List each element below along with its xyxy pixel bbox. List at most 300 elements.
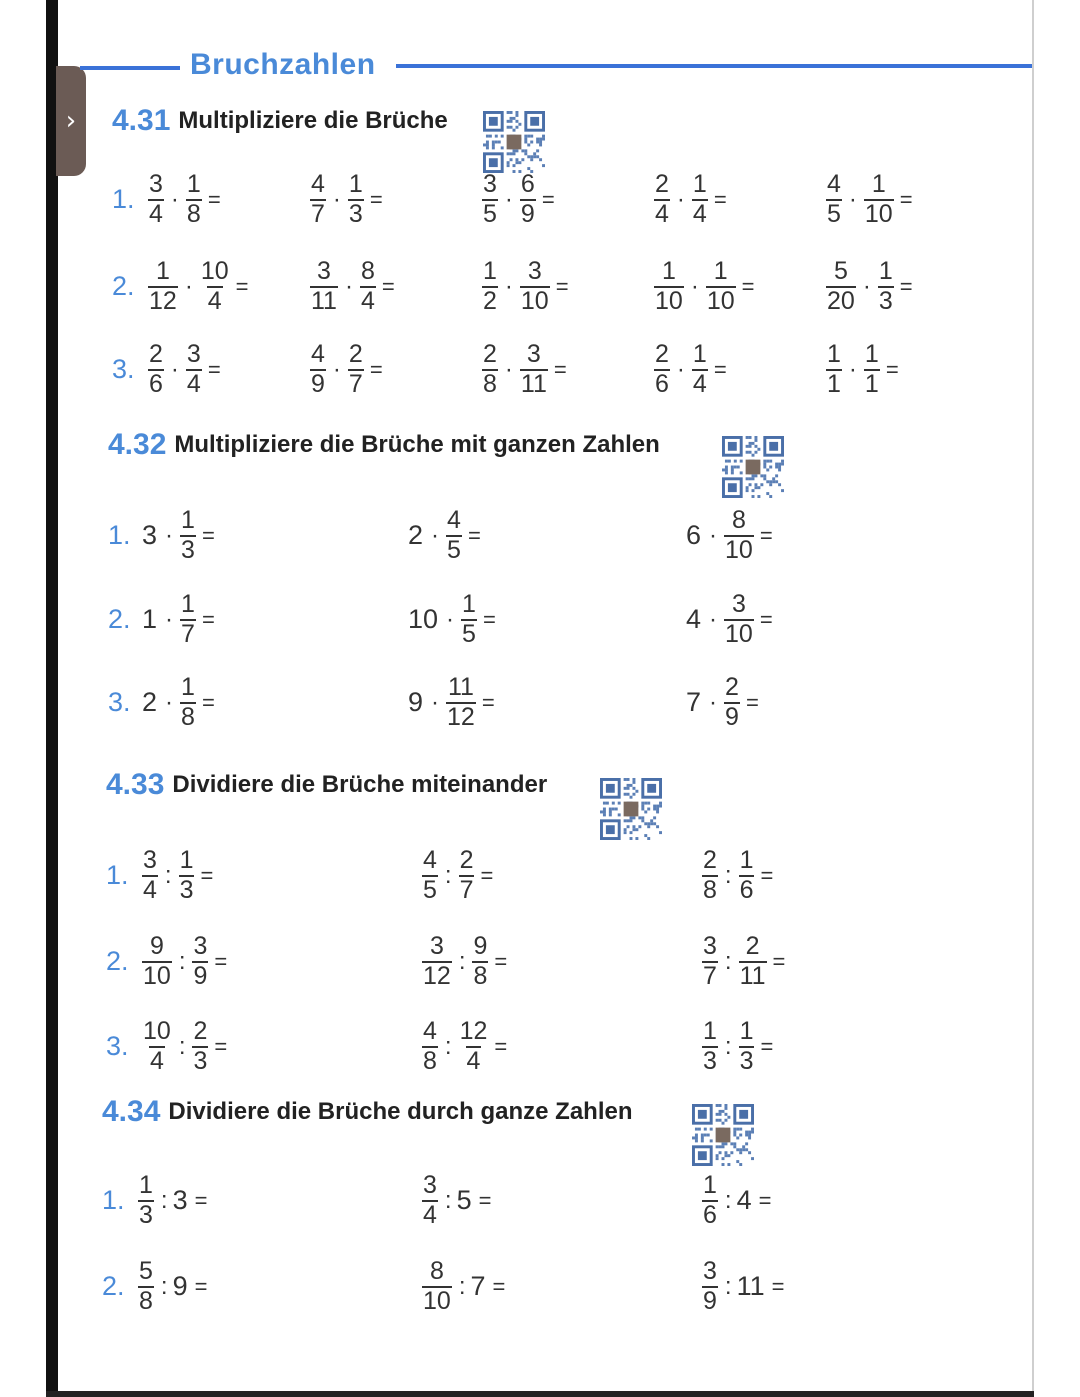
numerator: 2: [745, 932, 760, 960]
math-problem: [408, 592, 496, 647]
fraction: [186, 172, 202, 227]
divide-operator: :: [444, 861, 452, 889]
fraction: [706, 259, 736, 314]
multiply-operator: ·: [431, 688, 440, 716]
equals-sign: =: [745, 689, 759, 715]
fraction: [482, 172, 498, 227]
task-row-label: 1.: [108, 520, 131, 550]
denominator: 4: [692, 200, 707, 228]
math-problem: [824, 342, 899, 397]
divide-operator: :: [178, 1032, 186, 1060]
multiply-operator: ·: [165, 521, 174, 549]
fraction: [724, 508, 754, 563]
equals-sign: =: [541, 186, 555, 212]
exercise-4-34-header: [102, 1095, 633, 1129]
numerator: 6: [520, 170, 535, 198]
divide-operator: :: [724, 947, 732, 975]
fraction: [826, 259, 856, 314]
numerator: 9: [473, 932, 488, 960]
fraction: [864, 172, 894, 227]
equals-sign: =: [214, 948, 228, 974]
numerator: 1: [155, 257, 170, 285]
fraction: [459, 1019, 489, 1074]
equals-sign: =: [885, 356, 899, 382]
fraction: [422, 1259, 452, 1314]
equals-sign: =: [553, 356, 567, 382]
numerator: 1: [139, 1171, 153, 1199]
numerator: 1: [692, 170, 707, 198]
math-problem: [146, 259, 248, 314]
fraction: [142, 934, 172, 989]
math-problem: [408, 675, 495, 730]
whole-number: 7: [470, 1271, 486, 1301]
fraction: [520, 172, 536, 227]
equals-sign: =: [492, 1273, 506, 1299]
qr-code-icon[interactable]: [483, 111, 545, 173]
equals-sign: =: [480, 862, 494, 888]
fraction: [654, 172, 670, 227]
numerator: 3: [143, 846, 157, 874]
denominator: 2: [483, 287, 497, 315]
fraction: [142, 1019, 172, 1074]
denominator: 4: [692, 370, 707, 398]
multiply-operator: ·: [848, 355, 857, 383]
equals-sign: =: [760, 862, 774, 888]
fraction: [654, 342, 670, 397]
denominator: 8: [423, 1047, 437, 1075]
denominator: 4: [207, 287, 222, 315]
denominator: 7: [703, 962, 717, 990]
equals-sign: =: [899, 273, 913, 299]
denominator: 7: [181, 620, 195, 648]
fraction: [348, 342, 364, 397]
equals-sign: =: [381, 273, 395, 299]
fraction: [692, 172, 708, 227]
math-problem: [480, 259, 569, 314]
math-problem: [700, 1259, 784, 1314]
denominator: 12: [447, 703, 475, 731]
math-problem: [824, 172, 913, 227]
numerator: 1: [186, 170, 201, 198]
numerator: 2: [149, 340, 163, 368]
divide-operator: :: [724, 1032, 732, 1060]
denominator: 3: [139, 1201, 153, 1229]
task-row-label: 2.: [106, 946, 129, 976]
denominator: 9: [520, 200, 535, 228]
math-problem: [420, 848, 493, 903]
fraction: [148, 172, 164, 227]
numerator: 2: [459, 846, 474, 874]
fraction: [461, 592, 477, 647]
math-problem: [146, 172, 221, 227]
divide-operator: :: [724, 1186, 732, 1214]
denominator: 1: [827, 370, 841, 398]
multiply-operator: ·: [184, 272, 193, 300]
numerator: 3: [193, 932, 208, 960]
denominator: 10: [520, 287, 549, 315]
divide-operator: :: [178, 947, 186, 975]
equals-sign: =: [772, 948, 786, 974]
divide-operator: :: [724, 1272, 732, 1300]
math-problem: [420, 934, 507, 989]
fraction: [310, 259, 338, 314]
denominator: 7: [311, 200, 325, 228]
whole-number: 11: [736, 1271, 765, 1301]
multiply-operator: ·: [165, 605, 174, 633]
fraction: [360, 259, 376, 314]
equals-sign: =: [899, 186, 913, 212]
numerator: 3: [731, 590, 746, 618]
exercise-number: 4.31: [112, 104, 171, 137]
next-page-tab[interactable]: [56, 66, 86, 176]
page-bottom-edge: [46, 1391, 1034, 1397]
multiply-operator: ·: [165, 688, 174, 716]
denominator: 9: [725, 703, 739, 731]
exercise-title: Dividiere die Brüche miteinander: [172, 771, 548, 798]
math-problem: [686, 508, 773, 563]
task-row-label: 3.: [106, 1031, 129, 1061]
exercise-title: Multipliziere die Brüche mit ganzen Zahlen: [174, 431, 660, 458]
divide-operator: :: [444, 1032, 452, 1060]
task-row-label: 3.: [108, 687, 131, 717]
denominator: 3: [181, 536, 195, 564]
denominator: 10: [143, 962, 171, 990]
fraction: [472, 934, 488, 989]
equals-sign: =: [200, 862, 214, 888]
numerator: 5: [833, 257, 848, 285]
denominator: 4: [143, 876, 157, 904]
whole-number: 7: [686, 687, 702, 717]
numerator: 1: [703, 1171, 717, 1199]
equals-sign: =: [741, 273, 755, 299]
equals-sign: =: [481, 689, 495, 715]
equals-sign: =: [760, 1033, 774, 1059]
fraction: [148, 259, 178, 314]
denominator: 8: [181, 703, 195, 731]
equals-sign: =: [771, 1273, 785, 1299]
denominator: 10: [725, 536, 753, 564]
equals-sign: =: [207, 186, 221, 212]
numerator: 10: [143, 1017, 171, 1045]
math-problem: [652, 342, 727, 397]
math-problem: [480, 342, 567, 397]
numerator: 1: [864, 340, 879, 368]
math-problem: [142, 675, 215, 730]
equals-sign: =: [201, 522, 215, 548]
equals-sign: =: [201, 606, 215, 632]
equals-sign: =: [194, 1273, 208, 1299]
fraction: [654, 259, 684, 314]
denominator: 1: [864, 370, 879, 398]
denominator: 6: [703, 1201, 717, 1229]
fraction: [739, 848, 755, 903]
multiply-operator: ·: [709, 688, 718, 716]
equals-sign: =: [482, 606, 496, 632]
fraction: [422, 848, 438, 903]
multiply-operator: ·: [504, 185, 513, 213]
numerator: 9: [149, 932, 164, 960]
math-problem: [142, 508, 215, 563]
math-problem: [824, 259, 913, 314]
denominator: 3: [179, 876, 194, 904]
math-problem: [652, 172, 727, 227]
math-problem: [700, 848, 773, 903]
denominator: 11: [311, 287, 337, 315]
fraction: [459, 848, 475, 903]
denominator: 8: [186, 200, 201, 228]
fraction: [348, 172, 364, 227]
task-row-label: 3.: [112, 354, 135, 384]
denominator: 7: [459, 876, 474, 904]
denominator: 5: [483, 200, 497, 228]
fraction: [446, 675, 476, 730]
exercise-number: 4.34: [102, 1095, 161, 1128]
whole-number: 2: [142, 687, 158, 717]
task-row-label: 1.: [102, 1185, 125, 1215]
math-problem: [686, 675, 759, 730]
numerator: 5: [139, 1257, 153, 1285]
math-problem: [140, 934, 227, 989]
math-problem: [420, 1019, 507, 1074]
fraction: [180, 675, 196, 730]
equals-sign: =: [467, 522, 481, 548]
multiply-operator: ·: [709, 605, 718, 633]
denominator: 8: [139, 1287, 153, 1315]
numerator: 1: [739, 846, 754, 874]
denominator: 5: [447, 536, 461, 564]
numerator: 2: [193, 1017, 208, 1045]
page-title: Bruchzahlen: [190, 48, 376, 81]
numerator: 3: [149, 170, 163, 198]
denominator: 4: [149, 200, 163, 228]
numerator: 8: [360, 257, 375, 285]
fraction: [482, 342, 498, 397]
fraction: [192, 1019, 208, 1074]
chevron-right-icon: ›: [65, 106, 77, 136]
fraction: [520, 259, 550, 314]
multiply-operator: ·: [862, 272, 871, 300]
denominator: 7: [348, 370, 363, 398]
denominator: 5: [827, 200, 841, 228]
fraction: [310, 172, 326, 227]
multiply-operator: ·: [344, 272, 353, 300]
numerator: 1: [348, 170, 363, 198]
whole-number: 10: [408, 604, 439, 634]
numerator: 8: [731, 506, 746, 534]
whole-number: 6: [686, 520, 702, 550]
numerator: 1: [462, 590, 476, 618]
fraction: [422, 1173, 438, 1228]
numerator: 2: [348, 340, 363, 368]
denominator: 4: [655, 200, 669, 228]
denominator: 4: [423, 1201, 437, 1229]
exercise-4-32-header: [108, 428, 660, 462]
numerator: 1: [739, 1017, 754, 1045]
numerator: 1: [713, 257, 728, 285]
denominator: 6: [739, 876, 754, 904]
equals-sign: =: [369, 186, 383, 212]
numerator: 12: [459, 1017, 488, 1045]
denominator: 8: [473, 962, 488, 990]
whole-number: 3: [142, 520, 158, 550]
equals-sign: =: [194, 1187, 208, 1213]
math-problem: [420, 1259, 505, 1314]
numerator: 3: [703, 932, 717, 960]
equals-sign: =: [494, 948, 508, 974]
fraction: [446, 508, 462, 563]
task-row-label: 2.: [112, 271, 135, 301]
exercise-number: 4.33: [106, 768, 165, 801]
fraction: [724, 592, 754, 647]
fraction: [138, 1173, 154, 1228]
equals-sign: =: [759, 522, 773, 548]
task-row-label: 1.: [106, 860, 129, 890]
numerator: 3: [527, 257, 542, 285]
numerator: 1: [181, 673, 195, 701]
math-problem: [140, 1019, 227, 1074]
numerator: 1: [181, 590, 195, 618]
math-problem: [420, 1173, 491, 1228]
math-problem: [308, 342, 383, 397]
equals-sign: =: [201, 689, 215, 715]
numerator: 4: [423, 1017, 437, 1045]
whole-number: 1: [142, 604, 158, 634]
divide-operator: :: [160, 1186, 168, 1214]
fraction: [702, 848, 718, 903]
math-problem: [142, 592, 215, 647]
math-problem: [480, 172, 555, 227]
numerator: 2: [703, 846, 717, 874]
numerator: 4: [423, 846, 437, 874]
numerator: 3: [429, 932, 444, 960]
numerator: 2: [483, 340, 497, 368]
denominator: 4: [466, 1047, 481, 1075]
multiply-operator: ·: [504, 272, 513, 300]
math-problem: [408, 508, 481, 563]
fraction: [310, 342, 326, 397]
multiply-operator: ·: [170, 185, 179, 213]
exercise-4-33-header: [106, 768, 547, 802]
numerator: 3: [526, 340, 541, 368]
numerator: 1: [871, 170, 886, 198]
equals-sign: =: [759, 606, 773, 632]
whole-number: 2: [408, 520, 424, 550]
numerator: 11: [447, 673, 474, 701]
qr-code-icon[interactable]: [692, 1104, 754, 1166]
divide-operator: :: [444, 1186, 452, 1214]
denominator: 8: [483, 370, 497, 398]
fraction: [702, 1019, 718, 1074]
whole-number: 9: [408, 687, 424, 717]
task-row-label: 2.: [108, 604, 131, 634]
multiply-operator: ·: [709, 521, 718, 549]
task-row-label: 2.: [102, 1271, 125, 1301]
denominator: 10: [706, 287, 735, 315]
fraction: [179, 848, 195, 903]
numerator: 1: [181, 506, 195, 534]
denominator: 9: [311, 370, 325, 398]
numerator: 4: [447, 506, 461, 534]
page-right-edge: [1032, 0, 1034, 1397]
denominator: 3: [739, 1047, 754, 1075]
task-row-label: 1.: [112, 184, 135, 214]
multiply-operator: ·: [332, 355, 341, 383]
equals-sign: =: [713, 356, 727, 382]
numerator: 3: [317, 257, 331, 285]
math-problem: [308, 172, 383, 227]
fraction: [826, 172, 842, 227]
numerator: 3: [483, 170, 497, 198]
equals-sign: =: [758, 1187, 772, 1213]
denominator: 3: [703, 1047, 717, 1075]
numerator: 4: [827, 170, 841, 198]
whole-number: 9: [172, 1271, 188, 1301]
divide-operator: :: [458, 947, 466, 975]
equals-sign: =: [214, 1033, 228, 1059]
whole-number: 5: [456, 1185, 472, 1215]
numerator: 10: [200, 257, 229, 285]
qr-code-icon[interactable]: [600, 778, 662, 840]
fraction: [724, 675, 740, 730]
qr-code-icon[interactable]: [722, 436, 784, 498]
header-rule-right: [396, 64, 1032, 68]
denominator: 3: [348, 200, 363, 228]
fraction: [702, 1259, 718, 1314]
whole-number: 3: [172, 1185, 188, 1215]
numerator: 1: [827, 340, 841, 368]
whole-number: 4: [736, 1185, 752, 1215]
multiply-operator: ·: [676, 185, 685, 213]
multiply-operator: ·: [690, 272, 699, 300]
equals-sign: =: [555, 273, 569, 299]
denominator: 4: [360, 287, 375, 315]
fraction: [142, 848, 158, 903]
page-left-edge: [46, 0, 58, 1397]
fraction: [186, 342, 202, 397]
equals-sign: =: [494, 1033, 508, 1059]
fraction: [702, 934, 718, 989]
fraction: [180, 508, 196, 563]
divide-operator: :: [724, 861, 732, 889]
math-problem: [308, 259, 395, 314]
fraction: [422, 934, 452, 989]
multiply-operator: ·: [446, 605, 455, 633]
denominator: 5: [462, 620, 476, 648]
exercise-title: Dividiere die Brüche durch ganze Zahlen: [168, 1098, 633, 1125]
fraction: [138, 1259, 154, 1314]
math-problem: [136, 1173, 207, 1228]
fraction: [482, 259, 498, 314]
denominator: 3: [878, 287, 893, 315]
math-problem: [146, 342, 221, 397]
exercise-4-31-header: [112, 104, 448, 138]
denominator: 10: [864, 200, 893, 228]
denominator: 6: [655, 370, 669, 398]
denominator: 20: [827, 287, 855, 315]
exercise-number: 4.32: [108, 428, 167, 461]
numerator: 3: [423, 1171, 437, 1199]
fraction: [692, 342, 708, 397]
multiply-operator: ·: [431, 521, 440, 549]
fraction: [864, 342, 880, 397]
header-rule-left: [80, 66, 180, 70]
math-problem: [700, 1019, 773, 1074]
divide-operator: :: [164, 861, 172, 889]
numerator: 3: [703, 1257, 717, 1285]
numerator: 1: [692, 340, 707, 368]
numerator: 2: [655, 170, 669, 198]
math-problem: [140, 848, 213, 903]
